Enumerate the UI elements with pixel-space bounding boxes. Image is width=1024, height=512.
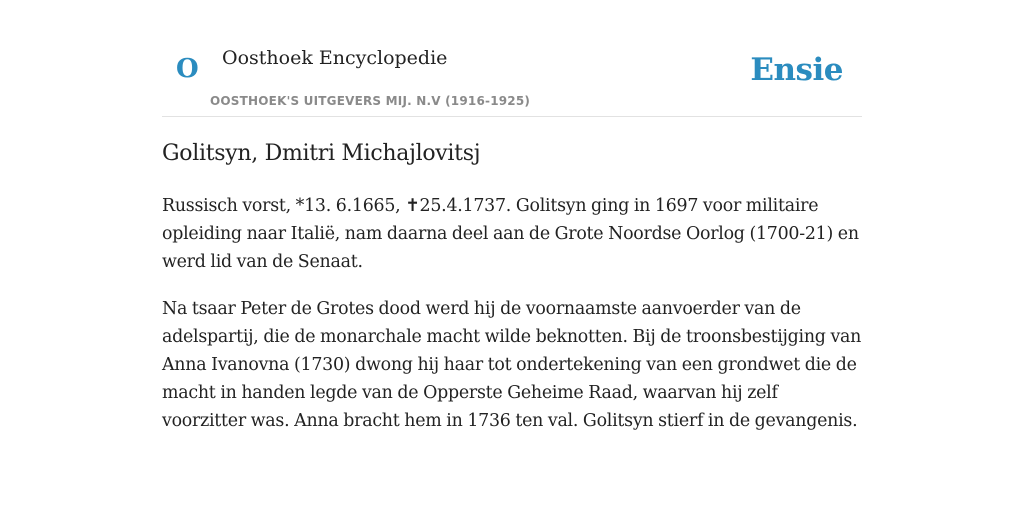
article-paragraph: Russisch vorst, *13. 6.1665, ✝25.4.1737. Golitsyn ging in 1697 voor militaire opleiding naar Italië, nam daarna deel aan de Grote Noordse Oorlog (1700-21) en werd lid van de Senaat.: [162, 196, 859, 272]
ensie-brand-logo[interactable]: Ensie: [750, 52, 843, 88]
article-paragraph: Na tsaar Peter de Grotes dood werd hij de voornaamste aanvoerder van de adelspartij, die de monarchale macht wilde beknotten. Bij de troonsbestijging van Anna Ivanovna (1730) dwong hij haar tot ondertekening van een grondwet die de macht in handen legde van de Opperste Geheime Raad, waarvan hij zelf voorzitter was. Anna bracht hem in 1736 ten val. Golitsyn stierf in de gevangenis.: [162, 299, 862, 431]
site-header: [162, 0, 862, 117]
article: [162, 136, 862, 435]
article-title: Golitsyn, Dmitri Michajlovitsj: [162, 141, 481, 166]
site-title-link[interactable]: Oosthoek Encyclopedie: [222, 47, 448, 69]
publisher-subtitle: OOSTHOEK'S UITGEVERS MIJ. N.V (1916-1925): [210, 94, 531, 108]
oosthoek-logo-icon[interactable]: O: [176, 54, 199, 84]
